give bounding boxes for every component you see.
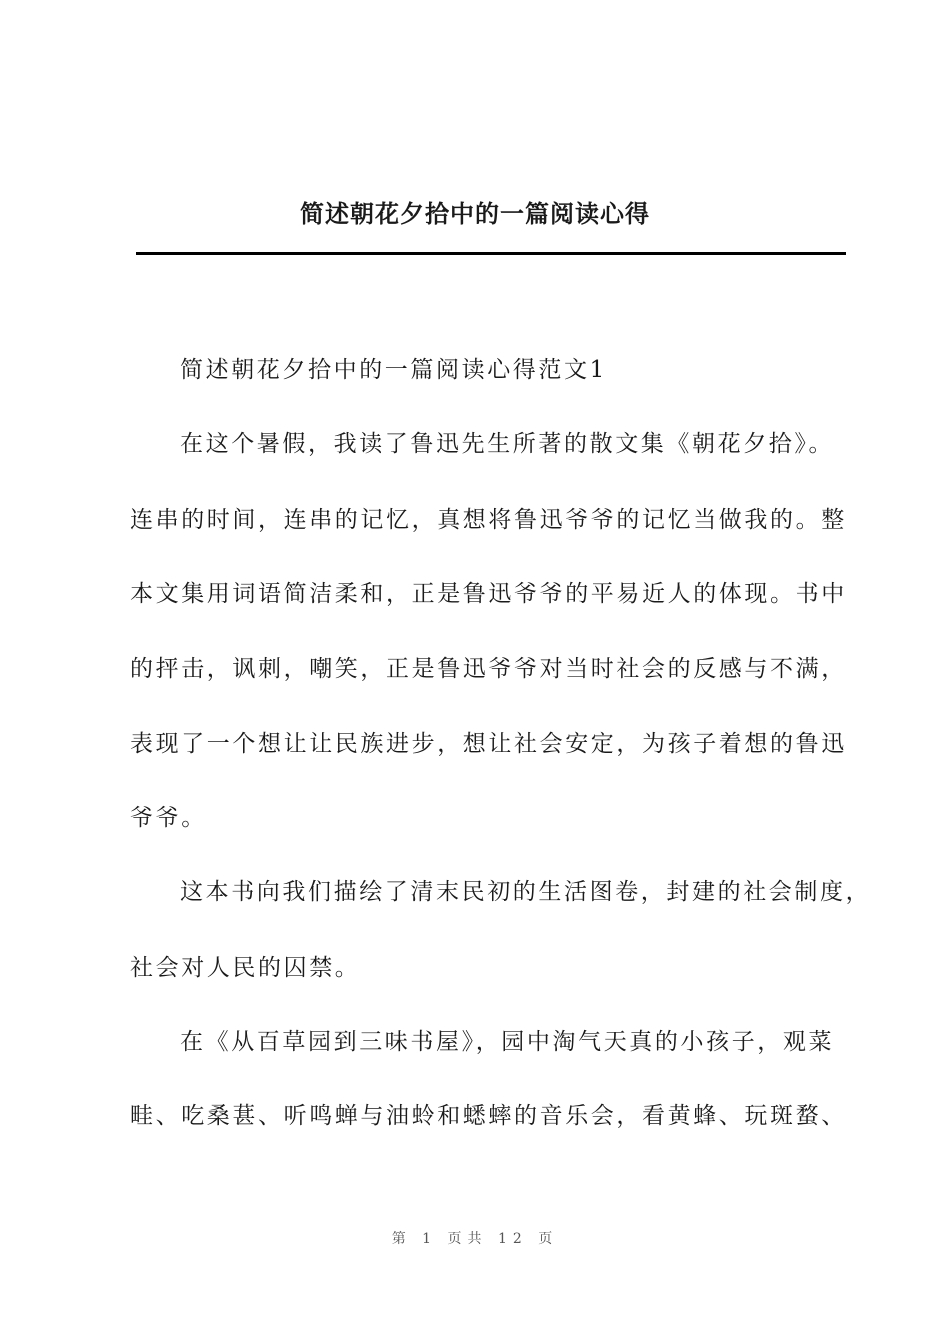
paragraph-line: 的抨击，讽刺，嘲笑，正是鲁迅爷爷对当时社会的反感与不满， [130, 656, 847, 682]
paragraph-line: 爷爷。 [130, 805, 207, 831]
title-underline [136, 252, 846, 255]
document-title: 简述朝花夕拾中的一篇阅读心得 [300, 199, 650, 228]
paragraph-line: 在《从百草园到三味书屋》，园中淘气天真的小孩子，观菜 [180, 1029, 835, 1055]
paragraph-line: 畦、吃桑葚、听鸣蝉与油蛉和蟋蟀的音乐会，看黄蜂、玩斑蝥、 [130, 1103, 847, 1129]
section-heading: 简述朝花夕拾中的一篇阅读心得范文1 [180, 357, 607, 383]
page-number: 第 1 页共 12 页 [391, 1231, 559, 1247]
paragraph-line: 表现了一个想让让民族进步，想让社会安定，为孩子着想的鲁迅 [130, 731, 847, 757]
paragraph-line: 连串的时间，连串的记忆，真想将鲁迅爷爷的记忆当做我的。整 [130, 507, 847, 533]
paragraph-line: 社会对人民的囚禁。 [130, 955, 361, 981]
paragraph-line: 这本书向我们描绘了清末民初的生活图卷，封建的社会制度， [180, 879, 872, 905]
paragraph-line: 在这个暑假，我读了鲁迅先生所著的散文集《朝花夕拾》。 [180, 431, 835, 457]
paragraph-line: 本文集用词语简洁柔和，正是鲁迅爷爷的平易近人的体现。书中 [130, 581, 847, 607]
